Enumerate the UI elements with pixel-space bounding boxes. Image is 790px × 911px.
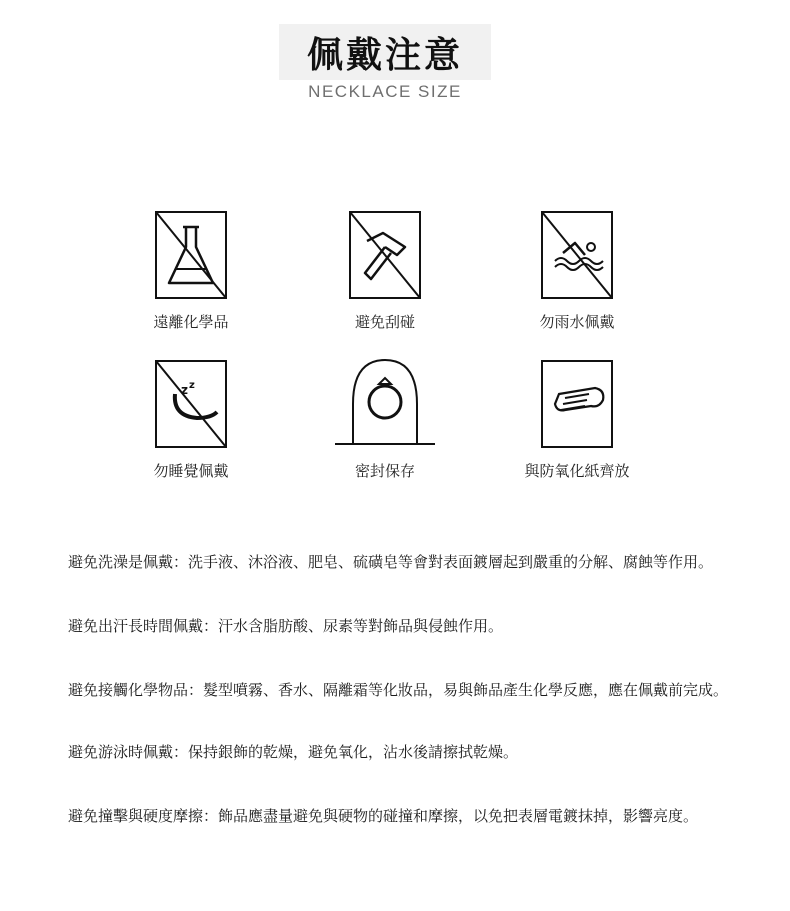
icon-label: 勿雨水佩戴 (539, 313, 615, 331)
page-title: 佩戴注意 (306, 34, 463, 76)
note-item: 避免出汗長時間佩戴：汗水含脂肪酸、尿素等對飾品與侵蝕作用。 (68, 617, 504, 635)
svg-text:z: z (181, 383, 188, 397)
note-item: 避免撞擊與硬度摩擦：飾品應盡量避免與硬物的碰撞和摩擦，以免把表層電鍍抹掉，影響亮度。 (68, 807, 699, 825)
icon-cell-swimming (492, 211, 662, 332)
note-item: 避免接觸化學物品：髮型噴霧、香水、隔離霜等化妝品，易與飾品產生化學反應，應在佩戴前完成。 (68, 681, 729, 699)
svg-text:z: z (189, 380, 195, 391)
title-box (279, 24, 491, 80)
icon-cell-sealed (300, 358, 470, 481)
no-chemicals-icon (155, 211, 227, 299)
no-sleeping-icon (155, 360, 227, 448)
icon-label: 密封保存 (354, 462, 415, 480)
sealed-ring-icon (335, 358, 435, 448)
anti-oxidation-paper-icon (541, 360, 613, 448)
icon-cell-sleeping (106, 360, 276, 481)
icon-label: 與防氧化紙齊放 (524, 462, 630, 480)
icon-label: 遠離化學品 (153, 313, 229, 331)
icon-cell-paper (492, 360, 662, 481)
note-item: 避免洗澡是佩戴：洗手液、沐浴液、肥皂、硫磺皂等會對表面鍍層起到嚴重的分解、腐蝕等作用。 (68, 553, 714, 571)
icon-cell-chemicals (106, 211, 276, 332)
no-hammer-icon (349, 211, 421, 299)
note-item: 避免游泳時佩戴：保持銀飾的乾燥，避免氧化，沾水後請擦拭乾燥。 (68, 743, 519, 761)
icon-cell-hammer (300, 211, 470, 332)
icon-label: 勿睡覺佩戴 (153, 462, 229, 480)
icon-label: 避免刮碰 (354, 313, 415, 331)
no-swimming-icon (541, 211, 613, 299)
page-subtitle: NECKLACE SIZE (308, 82, 462, 101)
